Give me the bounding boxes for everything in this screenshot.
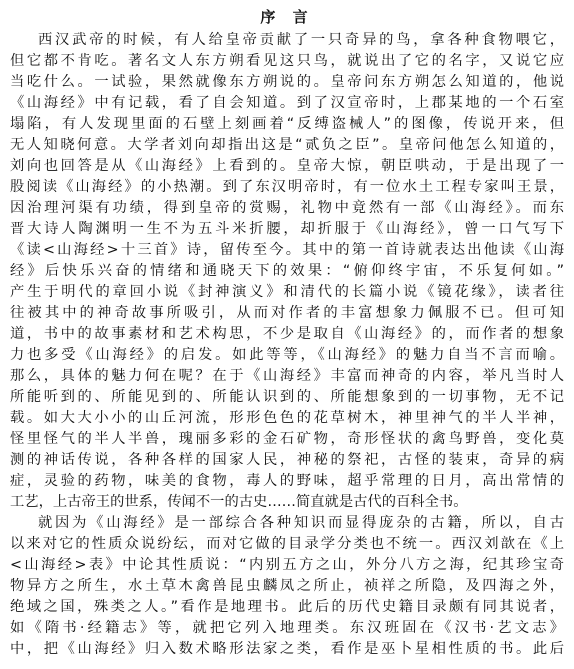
text-line: 所能听到的、所能见到的、所能认识到的、所能想象到的一切事物，无不记 bbox=[10, 389, 564, 405]
text-line: 工艺，上古帝王的世系，传闻不一的古史……简直就是古代的百科全书。 bbox=[10, 494, 468, 510]
text-line: 载。如大大小小的山丘河流，形形色色的花草树木，神里神气的半人半神， bbox=[10, 410, 564, 426]
page-title: 序 言 bbox=[260, 8, 314, 26]
text-line: 绝域之国，殊类之人。”看作是地理书。此后的历代史籍目录颇有同其说者， bbox=[10, 599, 564, 615]
text-line: 就因为《山海经》是一部综合各种知识而显得庞杂的古籍，所以，自古 bbox=[38, 515, 564, 531]
paragraph-1 bbox=[10, 30, 564, 513]
text-line: 晋大诗人陶渊明一生不为五斗米折腰，却折服于《山海经》，曾一口气写下 bbox=[10, 221, 564, 237]
text-line: 无人知晓何意。大学者刘向却指出这是“贰负之臣”。皇帝问他怎么知道的， bbox=[10, 137, 564, 153]
document-page bbox=[10, 4, 564, 660]
text-line: 因治理河渠有功绩，得到皇帝的赏赐，礼物中竟然有一部《山海经》。而东 bbox=[10, 200, 564, 216]
text-line: 当吃什么。一试验，果然就像东方朔说的。皇帝问东方朔怎么知道的，他说 bbox=[10, 74, 564, 90]
text-line: 如《隋书·经籍志》等，就把它列入地理类。东汉班固在《汉书·艺文志》 bbox=[10, 620, 564, 636]
text-line: 道，书中的故事素材和艺术构思，不少是取自《山海经》的，而作者的想象 bbox=[10, 326, 564, 342]
text-line: 往被其中的神奇故事所吸引，从而对作者的丰富想象力佩服不已。但可知 bbox=[10, 305, 564, 321]
text-line: 产生于明代的章回小说《封神演义》和清代的长篇小说《镜花缘》，读者往 bbox=[10, 284, 564, 300]
text-line: 中，把《山海经》归入数术略形法家之类，看作是巫卜星相性质的书。此后 bbox=[10, 641, 564, 657]
text-line: 《山海经》中有记载，看了自会知道。到了汉宣帝时，上郡某地的一个石室 bbox=[10, 95, 564, 111]
text-line: 力也多受《山海经》的启发。如此等等，《山海经》的魅力自当不言而喻。 bbox=[10, 347, 564, 363]
text-line: 以来对它的性质众说纷纭，而对它做的目录学分类也不统一。西汉刘歆在《上 bbox=[10, 536, 564, 552]
text-line: 测的神话传说，各种各样的国家人民，神秘的祭祀，古怪的装束，奇异的病 bbox=[10, 452, 564, 468]
text-line: 那么，具体的魅力何在呢？在于《山海经》丰富而神奇的内容，举凡当时人 bbox=[10, 368, 564, 384]
text-line: 但它都不肯吃。著名文人东方朔看见这只鸟，就说出了它的名字，又说它应 bbox=[10, 53, 564, 69]
paragraph-2 bbox=[10, 513, 564, 660]
text-line: 症，灵验的药物，味美的食物，毒人的野味，超乎常理的日月，高出常情的 bbox=[10, 473, 564, 489]
text-line: 物异方之所生，水土草木禽兽昆虫麟凤之所止，祯祥之所隐，及四海之外， bbox=[10, 578, 564, 594]
text-line: 刘向也回答是从《山海经》上看到的。皇帝大惊，朝臣哄动，于是出现了一 bbox=[10, 158, 564, 174]
text-line: 西汉武帝的时候，有人给皇帝贡献了一只奇异的鸟，拿各种食物喂它， bbox=[38, 32, 564, 48]
text-line: 塌陷，有人发现里面的石壁上刻画着“反缚盗械人”的图像，传说开来，但 bbox=[10, 116, 564, 132]
text-line: <山海经>表》中论其性质说：“内别五方之山，外分八方之海，纪其珍宝奇 bbox=[10, 557, 564, 573]
text-line: 怪里怪气的半人半兽，瑰丽多彩的金石矿物，奇形怪状的禽鸟野兽，变化莫 bbox=[10, 431, 564, 447]
text-line: 经》后快乐兴奋的情绪和通晓天下的效果：“俯仰终宇宙，不乐复何如。” bbox=[10, 263, 564, 279]
text-line: 《读<山海经>十三首》诗，留传至今。其中的第一首诗就表达出他读《山海 bbox=[10, 242, 564, 258]
text-line: 股阅读《山海经》的小热潮。到了东汉明帝时，有一位水土工程专家叫王景， bbox=[10, 179, 564, 195]
